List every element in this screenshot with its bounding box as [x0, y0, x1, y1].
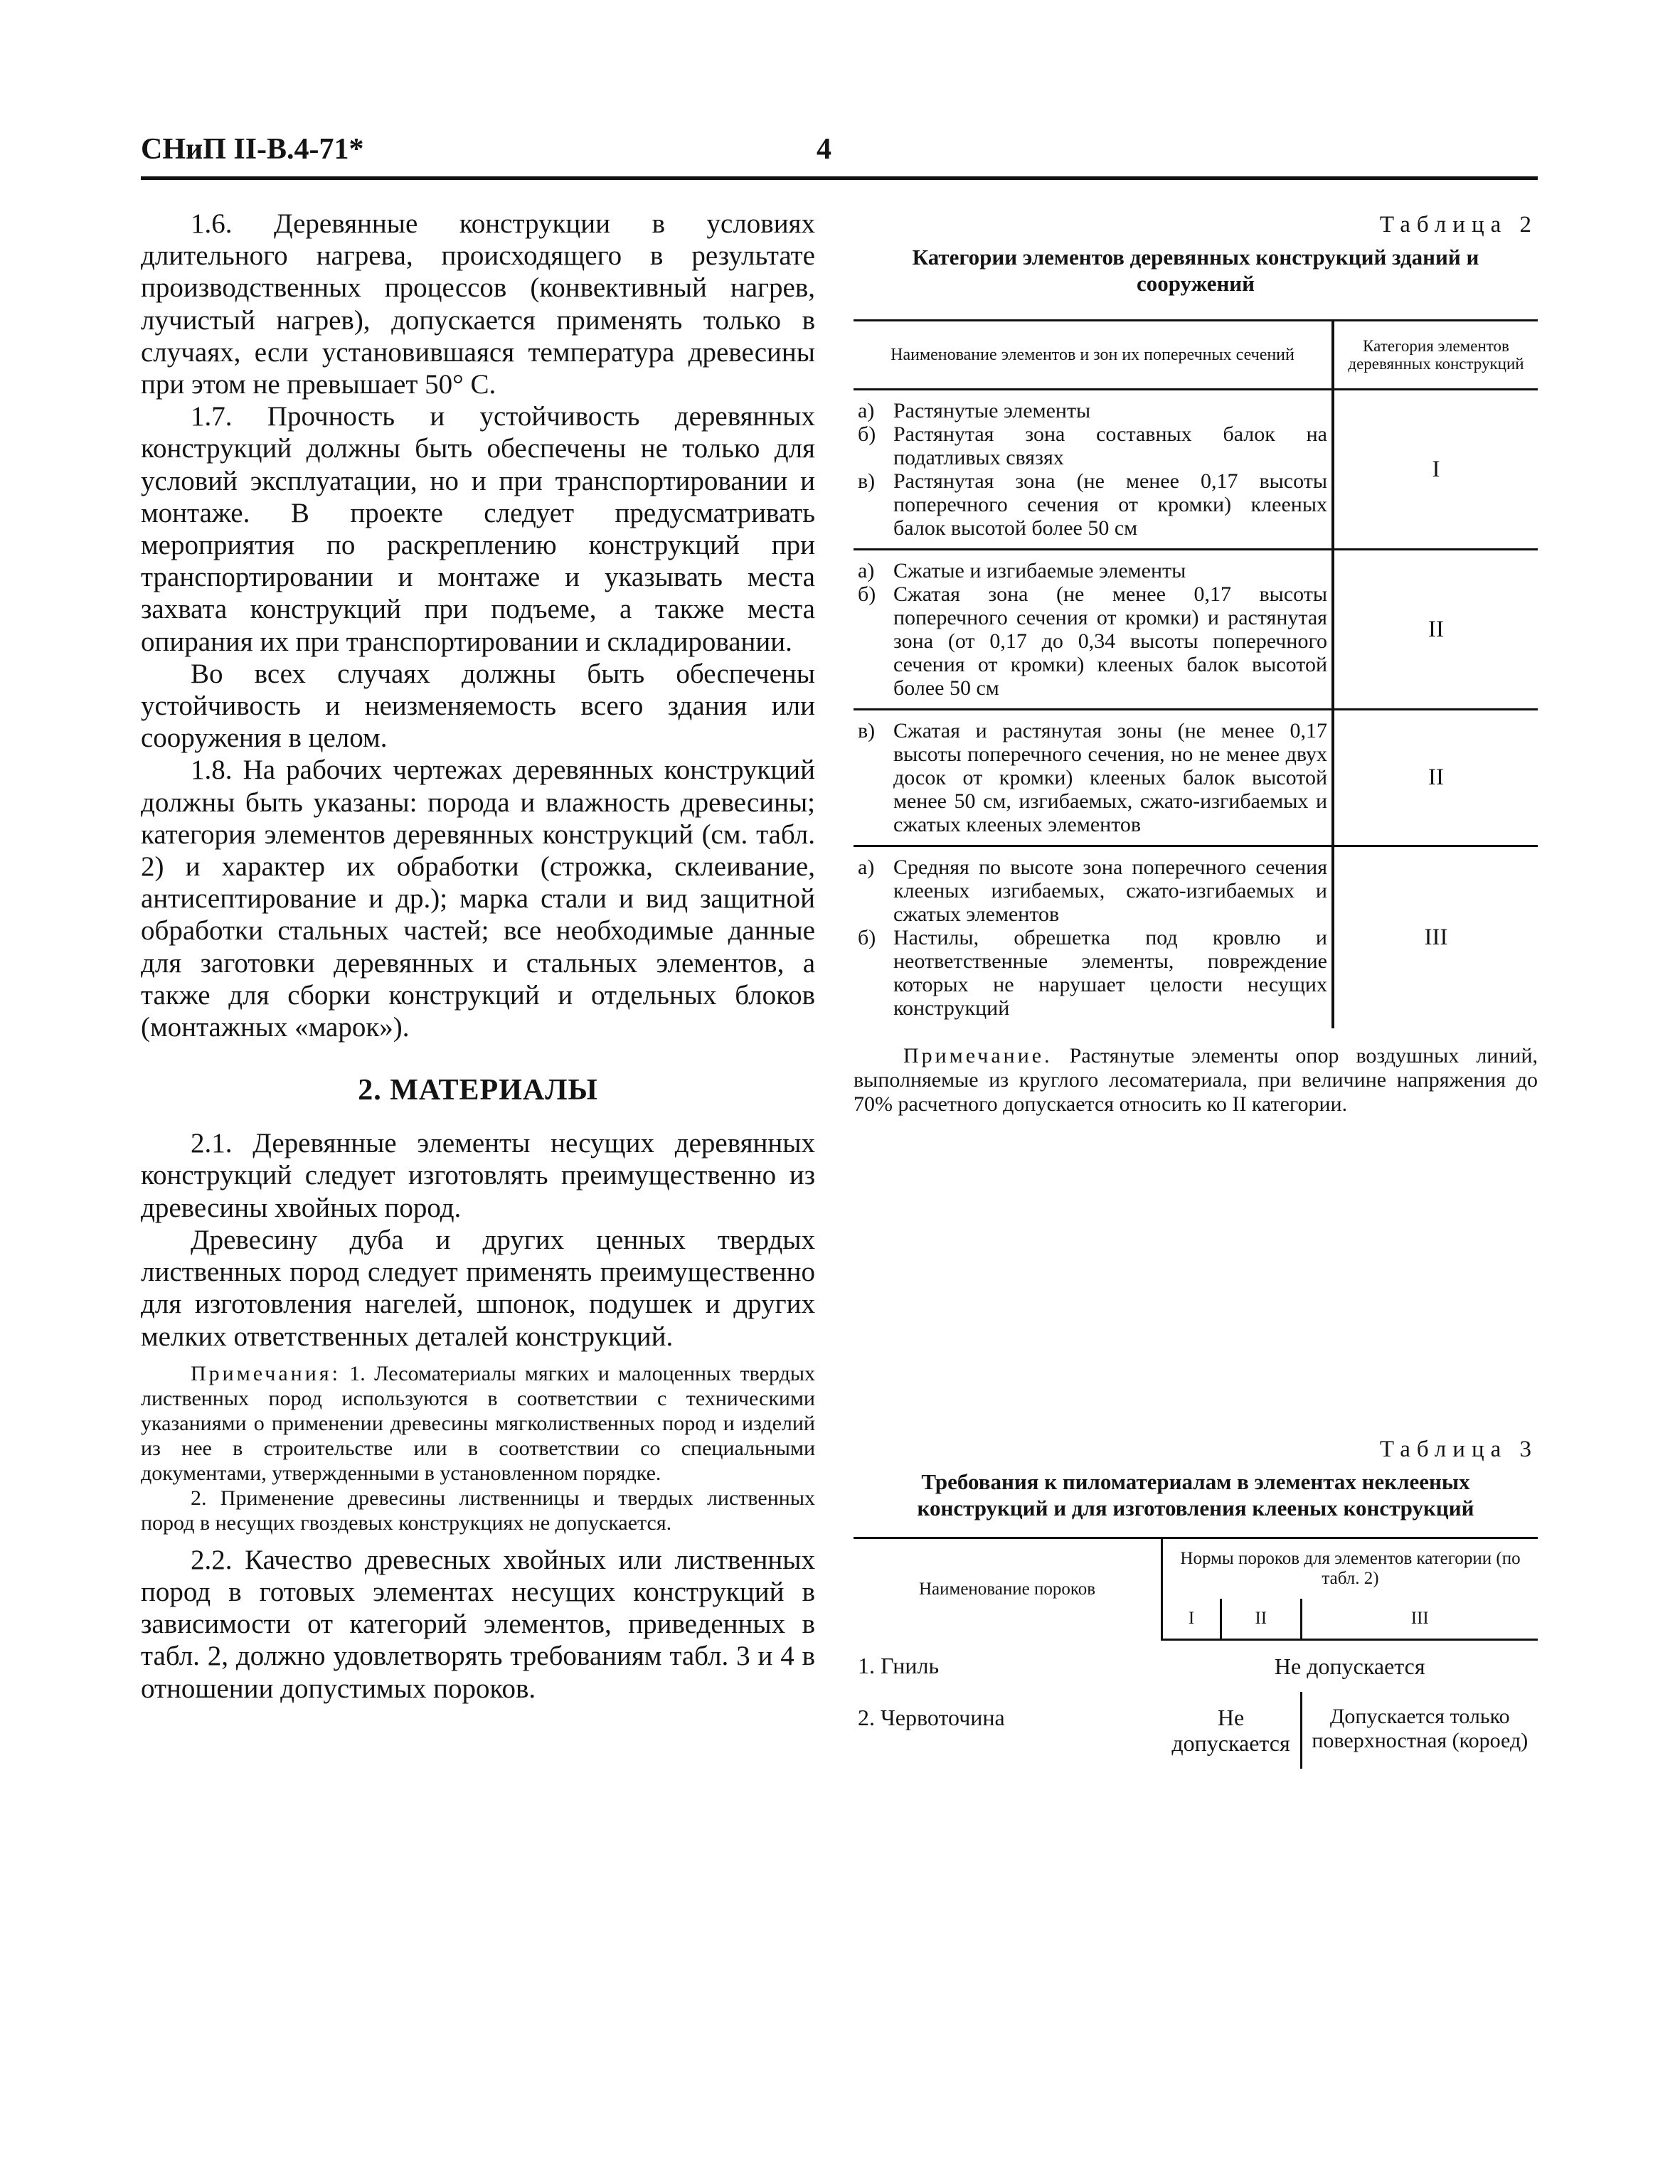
item-text: Сжатая и растянутая зоны (не менее 0,17 высоты поперечного сечения, но не менее двух досок от кромки) клееных балок высотой менее 50 см, изгибаемых, сжато-изгибаемых и сжатых клееных элементов: [893, 719, 1327, 836]
table-row: [854, 1692, 1538, 1769]
table-2-note-label: Примечание.: [903, 1044, 1053, 1067]
table-2-block: [854, 212, 1538, 1117]
table-2: [854, 319, 1538, 1028]
table-2-title: Категории элементов деревянных конструкций зданий и сооружений: [912, 245, 1479, 296]
item-mark: а): [858, 399, 875, 422]
note-1: [141, 1361, 815, 1486]
table-2-category: II: [1333, 550, 1538, 710]
item-mark: б): [858, 926, 876, 949]
row-defect-name: 1. Гниль: [858, 1652, 940, 1678]
list-item: [858, 469, 1327, 540]
table-2-group: [854, 390, 1333, 550]
list-item: [858, 856, 1327, 926]
table-3: [854, 1537, 1538, 1769]
paragraph-1-6: 1.6. Деревянные конструкции в условиях длительного нагрева, происходящего в результате производственных процессов (конвективный нагрев, лучистый нагрев), допускается применять только в случаях, если установившаяся температура древесины при этом не превышает 50° С.: [141, 208, 815, 400]
item-text: Растянутая зона составных балок на податливых связях: [893, 422, 1327, 469]
row-norm-value: Не допускается: [1274, 1653, 1425, 1679]
table-2-note-text: Растянутые элементы опор воздушных линий, выполняемые из круглого лесоматериала, при величине напряжения до 70% расчетного допускается относить ко II категории.: [854, 1044, 1538, 1116]
table-3-head-norms: Нормы пороков для элементов категории (по табл. 2): [1162, 1538, 1538, 1599]
list-item: [858, 582, 1327, 700]
list-item: [858, 719, 1327, 836]
list-item: [858, 422, 1327, 469]
table-2-category: II: [1333, 710, 1538, 846]
table-2-category: III: [1333, 846, 1538, 1029]
table-2-head-category: Категория элементов деревянных конструкций: [1333, 321, 1538, 390]
paragraph-2-1-cont: Древесину дуба и других ценных твердых лиственных пород следует применять преимущественно для изготовления нагелей, шпонок, подушек и других мелких ответственных деталей конструкций.: [141, 1224, 815, 1352]
item-mark: в): [858, 469, 876, 493]
page-header: [141, 127, 1538, 180]
item-mark: б): [858, 422, 876, 446]
note-2: 2. Применение древесины лиственницы и твердых лиственных пород в несущих гвоздевых конструкциях не допускается.: [141, 1486, 815, 1535]
table-3-title: Требования к пиломатериалам в элементах неклееных конструкций и для изготовления клееных конструкций: [917, 1469, 1474, 1520]
item-mark: а): [858, 559, 875, 582]
paragraph-1-7-cont: Во всех случаях должны быть обеспечены устойчивость и неизменяемость всего здания или сооружения в целом.: [141, 658, 815, 754]
left-column: [141, 208, 815, 1705]
table-2-group: [854, 710, 1333, 846]
item-text: Растянутая зона (не менее 0,17 высоты поперечного сечения от кромки) клееных балок высотой более 50 см: [893, 469, 1327, 540]
table-2-head-elements: Наименование элементов и зон их поперечных сечений: [854, 321, 1333, 390]
table-2-group: [854, 846, 1333, 1029]
item-mark: а): [858, 856, 875, 879]
table-row: [854, 1640, 1538, 1693]
section-title: 2. МАТЕРИАЛЫ: [358, 1074, 598, 1107]
row-norm-value-iii: Допускается только поверхностная (короед): [1301, 1692, 1538, 1769]
paragraph-2-2: 2.2. Качество древесных хвойных или лиственных пород в готовых элементах несущих конструкций в зависимости от категорий элементов, приведенных в табл. 2, должно удовлетворять требованиям табл. 3 и 4 в отношении допустимых пороков.: [141, 1544, 815, 1704]
table-3-head-cat-iii: III: [1301, 1599, 1538, 1640]
doc-code: СНиП II-В.4-71*: [141, 133, 364, 166]
item-mark: в): [858, 719, 876, 742]
table-2-label: Таблица 2: [1379, 212, 1538, 238]
row-defect-name: 2. Червоточина: [858, 1705, 1005, 1730]
note-1-text: 1. Лесоматериалы мягких и малоценных твердых лиственных пород используются в соответствии с техническими указаниями о применении древесины мягколиственных пород и изделий из нее в строительстве или в соответствии со специальными документами, утвержденными в установленном порядке.: [141, 1361, 815, 1485]
table-3-label: Таблица 3: [1379, 1437, 1538, 1462]
table-2-category: I: [1333, 390, 1538, 550]
item-text: Настилы, обрешетка под кровлю и неответственные элементы, повреждение которых не нарушает целости несущих конструкций: [893, 926, 1327, 1020]
table-3-head-defect: Наименование пороков: [854, 1538, 1162, 1640]
list-item: [858, 399, 1327, 422]
table-3-block: [854, 1437, 1538, 1769]
paragraph-1-8: 1.8. На рабочих чертежах деревянных конструкций должны быть указаны: порода и влажность древесины; категория элементов деревянных конструкций (см. табл. 2) и характер их обработки (строжка, склеивание, антисептирование и др.); марка стали и вид защитной обработки стальных частей; все необходимые данные для заготовки деревянных и стальных элементов, а также для сборки конструкций и отдельных блоков (монтажных «марок»).: [141, 755, 815, 1043]
table-3-head-cat-ii: II: [1221, 1599, 1301, 1640]
item-text: Сжатая зона (не менее 0,17 высоты поперечного сечения от кромки) и растянутая зона (от 0,17 до 0,34 высоты поперечного сечения от кромки) клееных балок высотой более 50 см: [893, 582, 1327, 700]
item-text: Растянутые элементы: [893, 399, 1091, 422]
list-item: [858, 926, 1327, 1020]
row-norm-value: Не допускается: [1171, 1705, 1290, 1756]
notes-label: Примечания:: [191, 1361, 341, 1385]
item-text: Средняя по высоте зона поперечного сечения клееных изгибаемых, сжато-изгибаемых и сжатых элементов: [893, 856, 1327, 926]
page-number: 4: [817, 133, 831, 166]
table-3-head-cat-i: I: [1162, 1599, 1221, 1640]
item-text: Сжатые и изгибаемые элементы: [893, 559, 1186, 582]
table-2-note: [854, 1044, 1538, 1117]
paragraph-1-7: 1.7. Прочность и устойчивость деревянных конструкций должны быть обеспечены не только для условий эксплуатации, но и при транспортировании и монтаже. В проекте следует предусматривать мероприятия по раскреплению конструкций при транспортировании и монтаже и указывать места захвата конструкций при подъеме, а также места опирания их при транспортировании и складировании.: [141, 401, 815, 657]
item-mark: б): [858, 582, 876, 606]
paragraph-2-1: 2.1. Деревянные элементы несущих деревянных конструкций следует изготовлять преимущественно из древесины хвойных пород.: [141, 1128, 815, 1223]
table-2-group: [854, 550, 1333, 710]
list-item: [858, 559, 1327, 582]
